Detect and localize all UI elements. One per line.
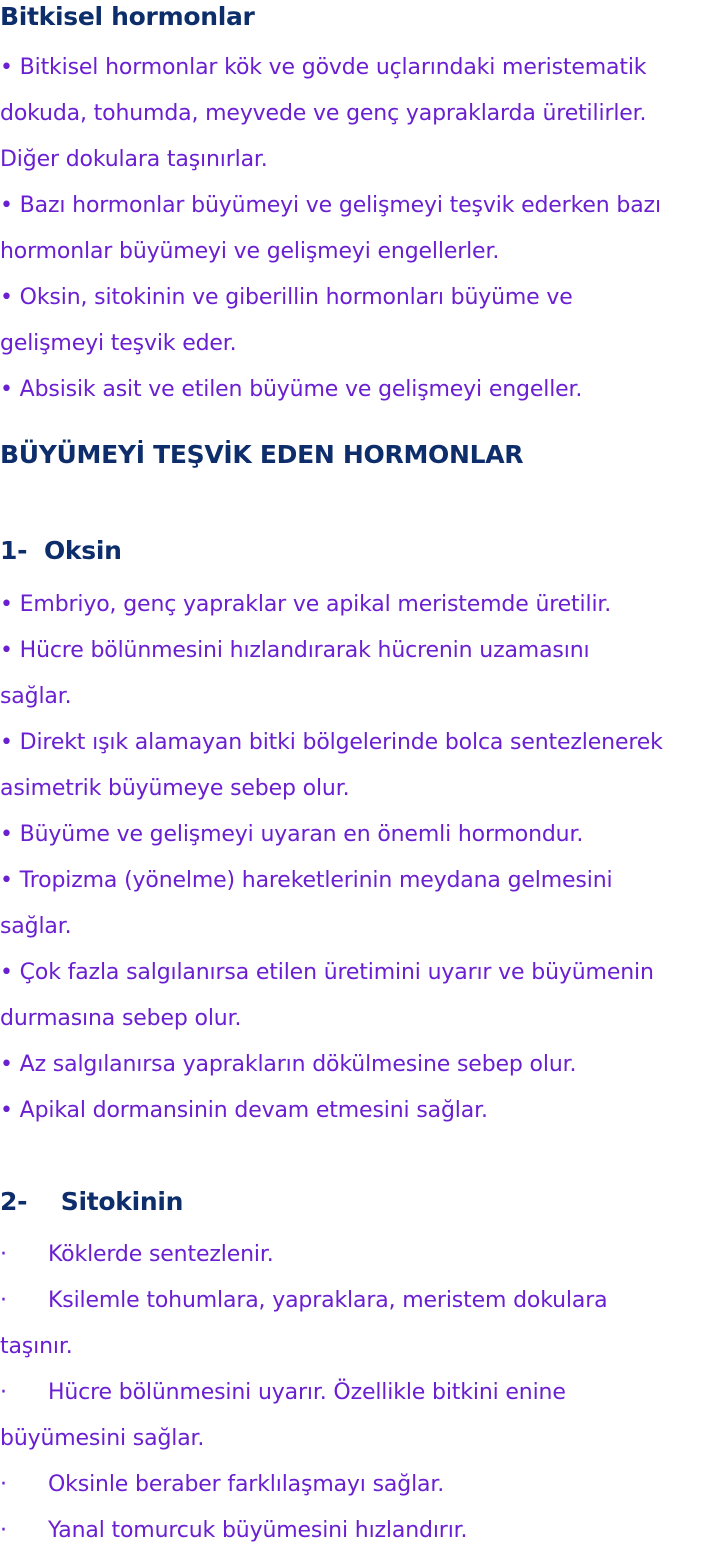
- sitokinin-heading-text: Sitokinin: [60, 1187, 184, 1216]
- bullet-dot: ·: [0, 1518, 7, 1543]
- intro-line: dokuda, tohumda, meyvede ve genç yapraklarda üretilirler.: [0, 101, 647, 126]
- page-title: Bitkisel hormonlar: [0, 2, 255, 31]
- oksin-line: sağlar.: [0, 914, 72, 939]
- intro-paragraph: [0, 45, 661, 413]
- sitokinin-item-text: Yanal tomurcuk büyümesini hızlandırır.: [48, 1518, 468, 1543]
- sitokinin-item-text: Köklerde sentezlenir.: [48, 1242, 274, 1267]
- sitokinin-item: [0, 1508, 607, 1554]
- oksin-heading: 1- Oksin: [0, 536, 122, 565]
- oksin-line: • Az salgılanırsa yaprakların dökülmesine sebep olur.: [0, 1052, 577, 1077]
- sitokinin-list: [0, 1232, 607, 1554]
- sitokinin-item: [0, 1232, 607, 1278]
- sitokinin-item-continuation: taşınır.: [0, 1334, 73, 1359]
- bullet-dot: ·: [0, 1288, 7, 1313]
- section-title: BÜYÜMEYİ TEŞVİK EDEN HORMONLAR: [0, 440, 524, 469]
- oksin-line: • Direkt ışık alamayan bitki bölgelerinde bolca sentezlenerek: [0, 730, 663, 755]
- sitokinin-item: [0, 1462, 607, 1508]
- oksin-line: asimetrik büyümeye sebep olur.: [0, 776, 350, 801]
- sitokinin-item: [0, 1278, 607, 1324]
- intro-line: • Absisik asit ve etilen büyüme ve gelişmeyi engeller.: [0, 377, 583, 402]
- oksin-line: • Embriyo, genç yapraklar ve apikal meristemde üretilir.: [0, 592, 612, 617]
- oksin-line: durmasına sebep olur.: [0, 1006, 242, 1031]
- sitokinin-item-text: Ksilemle tohumlara, yapraklara, meristem dokulara: [48, 1288, 608, 1313]
- oksin-list: [0, 582, 663, 1134]
- oksin-line: • Tropizma (yönelme) hareketlerinin meydana gelmesini: [0, 868, 613, 893]
- intro-line: • Bitkisel hormonlar kök ve gövde uçlarındaki meristematik: [0, 55, 647, 80]
- sitokinin-heading: [0, 1187, 183, 1216]
- oksin-line: • Büyüme ve gelişmeyi uyaran en önemli hormondur.: [0, 822, 584, 847]
- bullet-dot: ·: [0, 1242, 7, 1267]
- sitokinin-item-text: Hücre bölünmesini uyarır. Özellikle bitkini enine: [48, 1380, 566, 1405]
- sitokinin-heading-number: 2-: [0, 1187, 28, 1216]
- oksin-line: • Apikal dormansinin devam etmesini sağlar.: [0, 1098, 488, 1123]
- intro-line: hormonlar büyümeyi ve gelişmeyi engellerler.: [0, 239, 500, 264]
- oksin-line: • Hücre bölünmesini hızlandırarak hücrenin uzamasını: [0, 638, 590, 663]
- sitokinin-item: [0, 1370, 607, 1416]
- sitokinin-item-text: Oksinle beraber farklılaşmayı sağlar.: [48, 1472, 445, 1497]
- bullet-dot: ·: [0, 1472, 7, 1497]
- oksin-line: sağlar.: [0, 684, 72, 709]
- sitokinin-item-continuation: büyümesini sağlar.: [0, 1426, 205, 1451]
- intro-line: Diğer dokulara taşınırlar.: [0, 147, 268, 172]
- intro-line: • Bazı hormonlar büyümeyi ve gelişmeyi teşvik ederken bazı: [0, 193, 661, 218]
- intro-line: • Oksin, sitokinin ve giberillin hormonları büyüme ve: [0, 285, 573, 310]
- intro-line: gelişmeyi teşvik eder.: [0, 331, 237, 356]
- oksin-line: • Çok fazla salgılanırsa etilen üretimini uyarır ve büyümenin: [0, 960, 654, 985]
- bullet-dot: ·: [0, 1380, 7, 1405]
